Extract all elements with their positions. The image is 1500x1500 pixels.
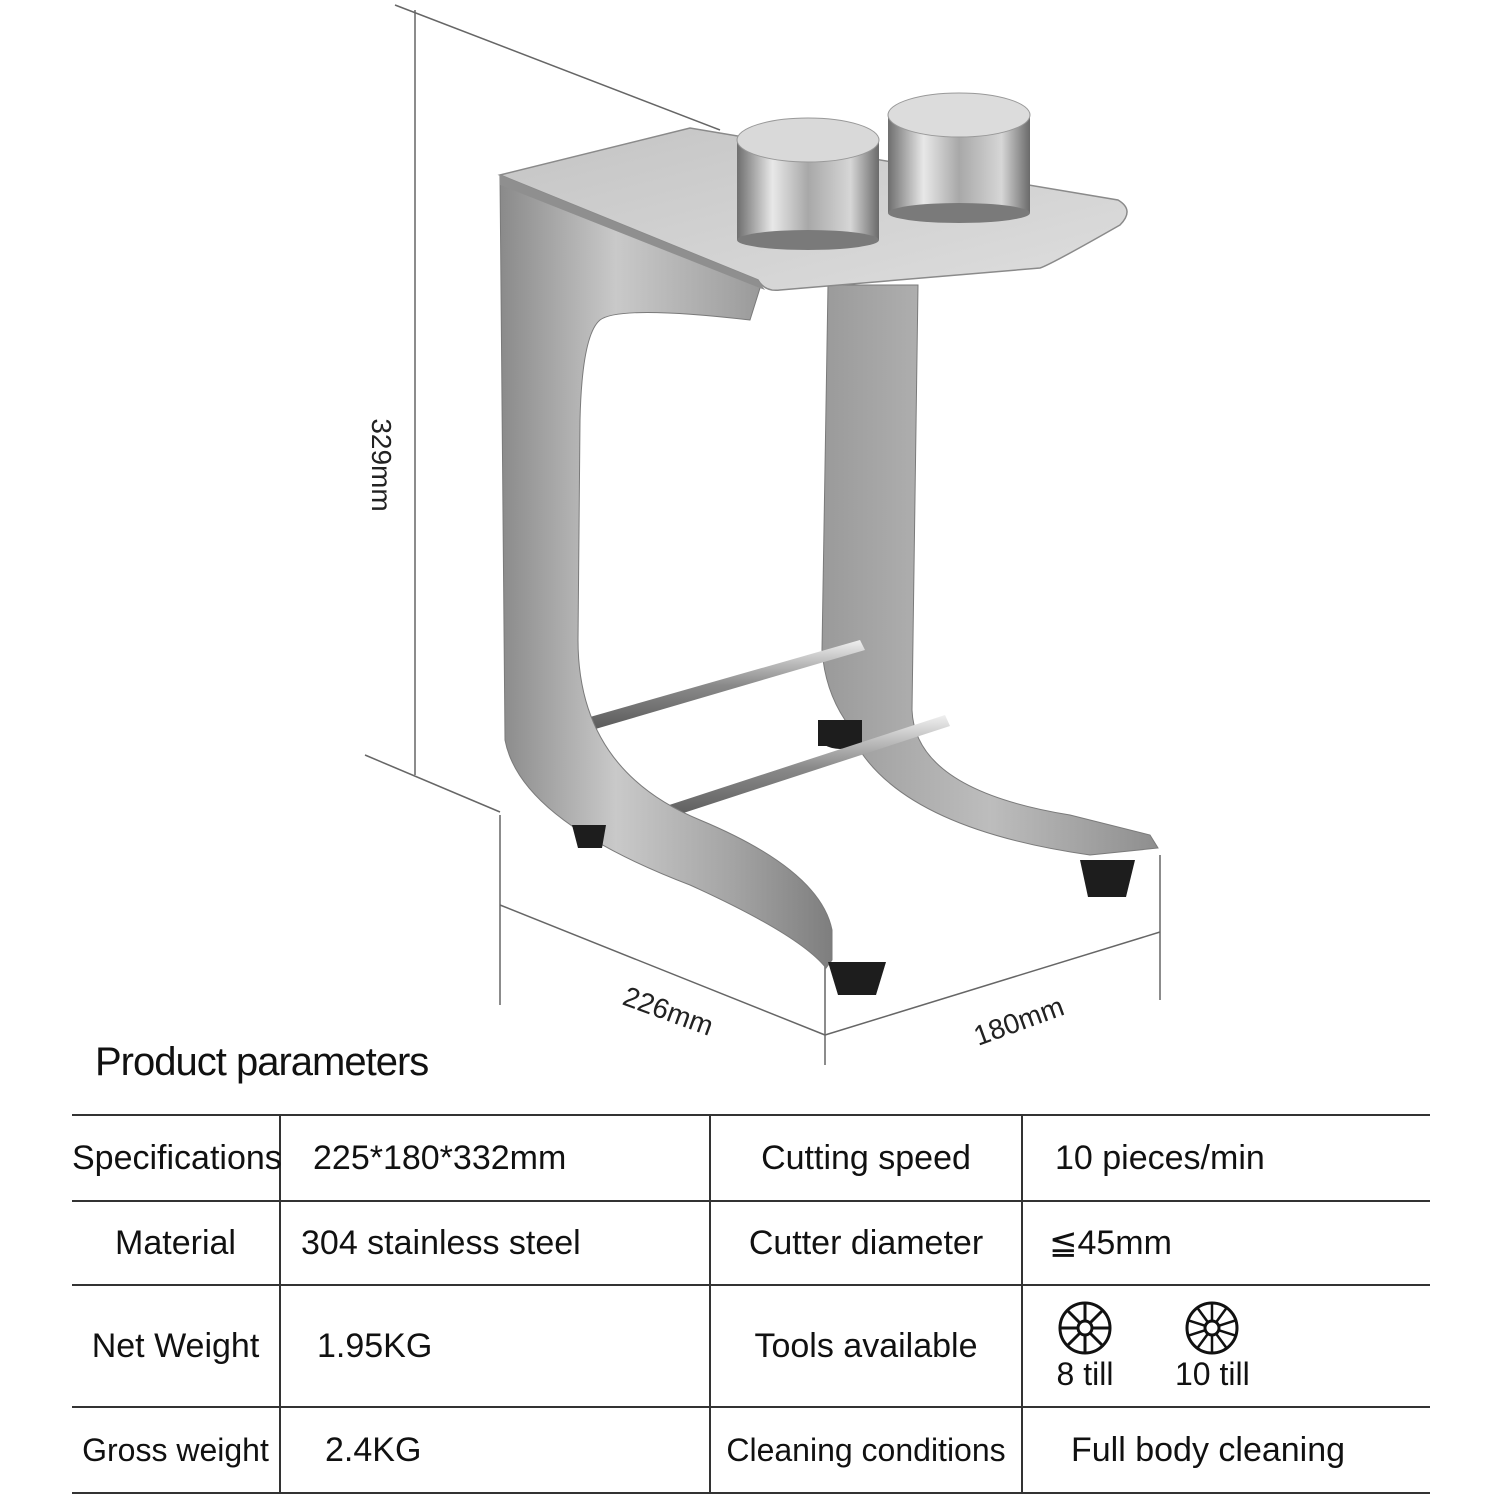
gross-weight-value: 2.4KG — [280, 1407, 710, 1493]
net-weight-value: 1.95KG — [280, 1285, 710, 1407]
tool-label: 8 till — [1056, 1356, 1114, 1392]
gross-weight-label: Gross weight — [72, 1407, 280, 1493]
cutter-diameter-label: Cutter diameter — [710, 1201, 1022, 1285]
depth-dimension-label: 226mm — [619, 980, 718, 1042]
table-row — [72, 1115, 1430, 1201]
cutting-speed-label: Cutting speed — [710, 1115, 1022, 1201]
cylinder-right — [888, 93, 1030, 223]
cutting-speed-value: 10 pieces/min — [1022, 1115, 1430, 1201]
table-row — [72, 1407, 1430, 1493]
tools-available-value — [1022, 1285, 1430, 1407]
tool-10-till — [1175, 1300, 1250, 1392]
height-dimension-label: 329mm — [366, 418, 397, 512]
table-row — [72, 1201, 1430, 1285]
material-label: Material — [72, 1201, 280, 1285]
wheel-10-icon — [1182, 1300, 1242, 1356]
spec-label: Specifications — [72, 1115, 280, 1201]
spec-value: 225*180*332mm — [280, 1115, 710, 1201]
tool-8-till — [1055, 1300, 1115, 1392]
material-value: 304 stainless steel — [280, 1201, 710, 1285]
tools-list — [1055, 1300, 1430, 1392]
cutter-diameter-value: ≦45mm — [1022, 1201, 1430, 1285]
tool-label: 10 till — [1175, 1356, 1250, 1392]
table-row — [72, 1285, 1430, 1407]
wheel-8-icon — [1055, 1300, 1115, 1356]
section-title: Product parameters — [95, 1040, 429, 1084]
cylinder-left — [737, 118, 879, 250]
net-weight-label: Net Weight — [72, 1285, 280, 1407]
cleaning-conditions-label: Cleaning conditions — [710, 1407, 1022, 1493]
params-table — [72, 1114, 1430, 1494]
rear-leg — [822, 285, 1158, 855]
width-dimension-label: 180mm — [969, 990, 1068, 1052]
cleaning-conditions-value: Full body cleaning — [1022, 1407, 1430, 1493]
tools-available-label: Tools available — [710, 1285, 1022, 1407]
